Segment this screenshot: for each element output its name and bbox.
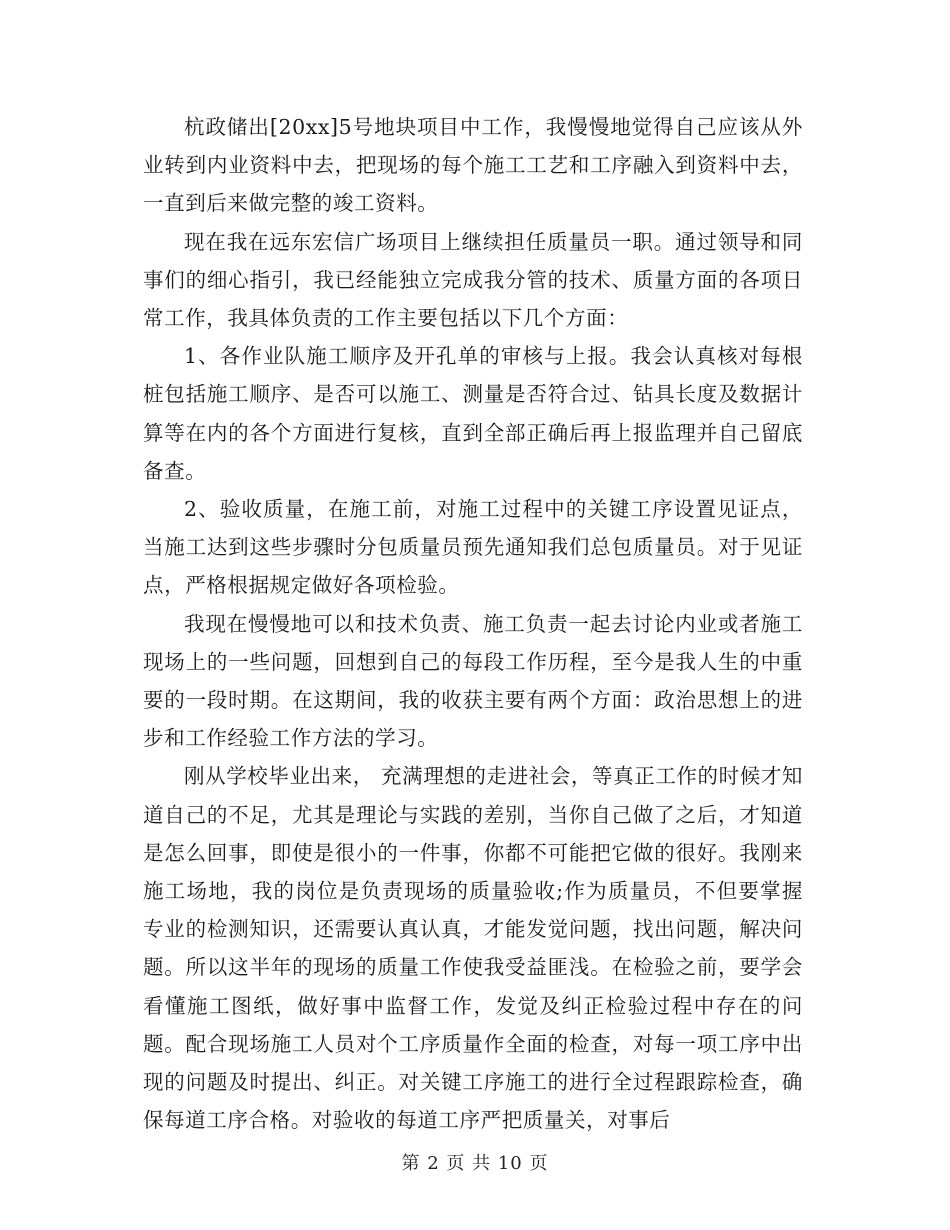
paragraph-4: 2、验收质量，在施工前，对施工过程中的关键工序设置见证点，当施工达到这些步骤时分包质量员预先通知我们总包质量员。对于见证点，严格根据规定做好各项检验。 <box>143 497 803 598</box>
page-footer <box>0 1152 950 1176</box>
paragraph-5: 我现在慢慢地可以和技术负责、施工负责一起去讨论内业或者施工现场上的一些问题，回想到自己的每段工作历程，至今是我人生的中重要的一段时期。在这期间，我的收获主要有两个方面：政治思想上的进步和工作经验工作方法的学习。 <box>143 611 803 751</box>
document-body <box>143 108 803 1139</box>
page-number-label: 第 2 页 共 10 页 <box>401 1153 549 1174</box>
paragraph-6: 刚从学校毕业出来， 充满理想的走进社会，等真正工作的时候才知道自己的不足，尤其是理论与实践的差别，当你自己做了之后，才知道是怎么回事，即使是很小的一件事，你都不可能把它做的很好。我刚来施工场地，我的岗位是负责现场的质量验收;作为质量员，不但要掌握专业的检测知识，还需要认真认真，才能发觉问题，找出问题，解决问题。所以这半年的现场的质量工作使我受益匪浅。在检验之前，要学会看懂施工图纸，做好事中监督工作，发觉及纠正检验过程中存在的问题。配合现场施工人员对个工序质量作全面的检查，对每一项工序中出现的问题及时提出、纠正。对关键工序施工的进行全过程跟踪检查，确保每道工序合格。对验收的每道工序严把质量关，对事后 <box>143 764 804 1133</box>
paragraph-2: 现在我在远东宏信广场项目上继续担任质量员一职。通过领导和同事们的细心指引，我已经能独立完成我分管的技术、质量方面的各项日常工作，我具体负责的工作主要包括以下几个方面： <box>143 229 803 331</box>
paragraph-1: 杭政储出[20xx]5号地块项目中工作，我慢慢地觉得自己应该从外业转到内业资料中去，把现场的每个施工工艺和工序融入到资料中去，一直到后来做完整的竣工资料。 <box>143 115 803 216</box>
paragraph-3: 1、各作业队施工顺序及开孔单的审核与上报。我会认真核对每根桩包括施工顺序、是否可以施工、测量是否符合过、钻具长度及数据计算等在内的各个方面进行复核，直到全部正确后再上报监理并自己留底备查。 <box>143 344 803 483</box>
